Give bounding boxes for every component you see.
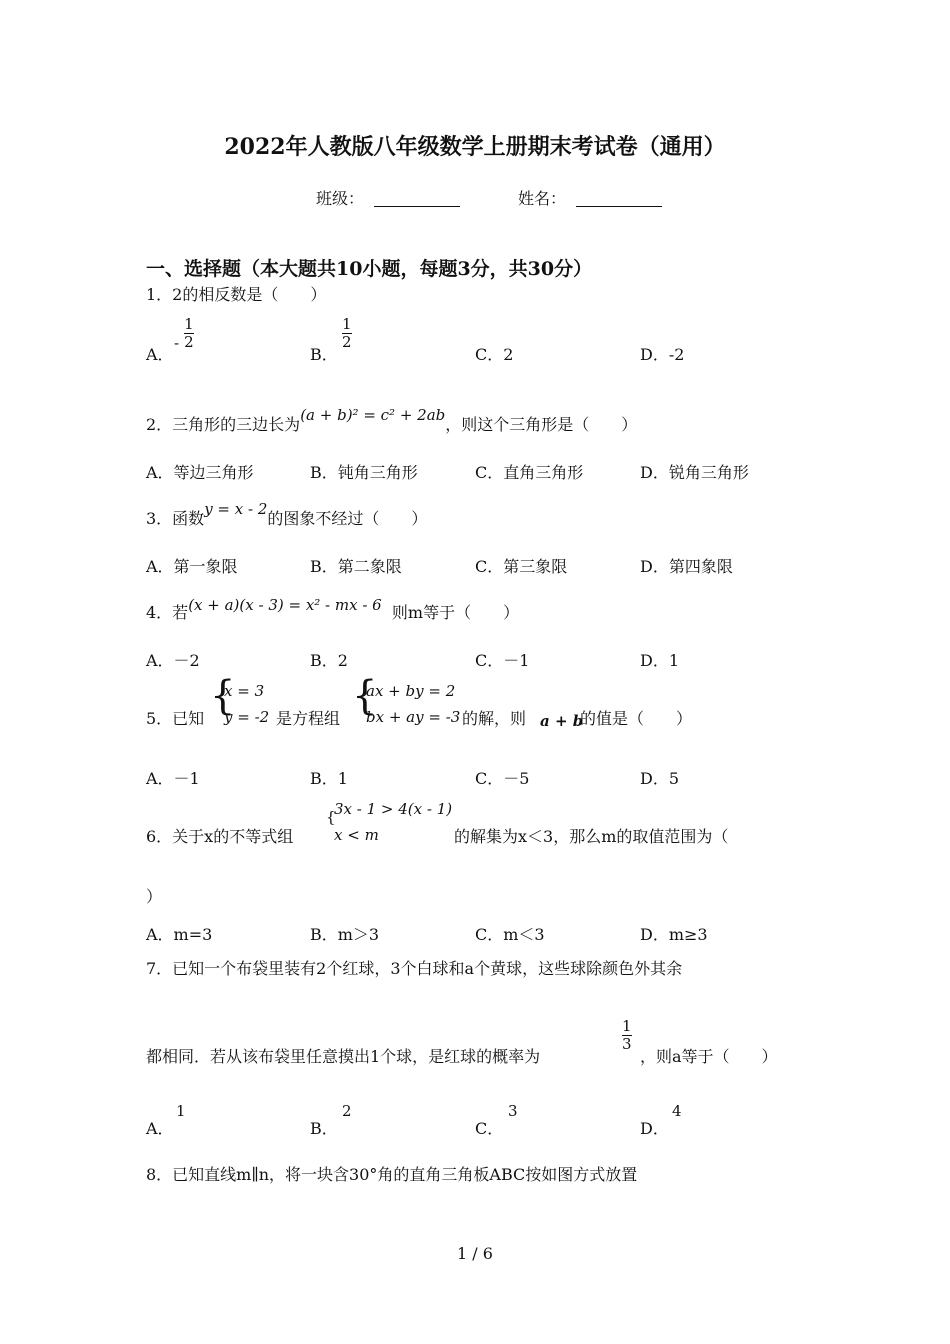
- q6-option-a: A．m=3: [146, 925, 213, 944]
- q6-option-d: D．m≥3: [640, 925, 708, 944]
- denominator: 2: [184, 332, 194, 351]
- q7-option-c-label: C．: [475, 1119, 504, 1138]
- q5-sys1-line1: x = 3: [224, 682, 265, 700]
- q5-option-d: D．5: [640, 769, 680, 788]
- q7-option-a-label: A．: [146, 1119, 174, 1138]
- q7-line2-pre: 都相同．若从该布袋里任意摸出1个球，是红球的概率为: [146, 1047, 541, 1066]
- q1-option-a: [146, 342, 174, 365]
- q4-pre: 4．若: [146, 603, 189, 622]
- q8-stem: 8．已知直线m∥n，将一块含30°角的直角三角板ABC按如图方式放置: [146, 1165, 638, 1184]
- brace-icon: {: [326, 808, 336, 826]
- q1-option-d: D．-2: [640, 345, 685, 364]
- q4-stem: [146, 596, 520, 623]
- q5-post2: 的值是（ ）: [580, 709, 693, 728]
- denominator: 3: [622, 1034, 632, 1053]
- q5-pre: 5．已知: [146, 709, 205, 728]
- q2-pre: 2．三角形的三边长为: [146, 415, 301, 434]
- option-label: A．: [146, 345, 174, 364]
- q2-post: ，则这个三角形是（ ）: [445, 415, 638, 434]
- class-label: 班级：: [316, 189, 365, 208]
- q4-post: 则m等于（ ）: [391, 603, 520, 622]
- q7-option-b-label: B．: [310, 1119, 338, 1138]
- fraction: [342, 316, 352, 350]
- q1-a-value: [174, 316, 194, 350]
- q4-option-a: A．－2: [146, 651, 200, 670]
- q2-option-d: D．锐角三角形: [640, 463, 749, 482]
- section-heading: 一、选择题（本大题共10小题，每题3分，共30分）: [146, 258, 593, 280]
- q6-line1: 3x - 1 > 4(x - 1): [334, 800, 453, 818]
- q7-option-a-value: 1: [176, 1102, 186, 1120]
- numerator: 1: [622, 1017, 632, 1035]
- q2-option-a: A．等边三角形: [146, 463, 254, 482]
- q5-option-b: B．1: [310, 769, 348, 788]
- q2-option-b: B．钝角三角形: [310, 463, 418, 482]
- q1-b-value: [342, 316, 352, 350]
- q4-formula: (x + a)(x - 3) = x² - mx - 6: [188, 596, 382, 614]
- option-label: B．: [310, 345, 338, 364]
- fraction: [184, 316, 194, 350]
- q6-close: ）: [146, 887, 163, 906]
- fraction: [622, 1018, 632, 1052]
- q7-option-d-label: D．: [640, 1119, 669, 1138]
- brace-icon: {: [210, 673, 236, 719]
- q5-sys2-line1: ax + by = 2: [366, 682, 456, 700]
- minus-sign: -: [174, 333, 180, 352]
- page-number: 1 / 6: [457, 1244, 493, 1263]
- q5-option-c: C．－5: [475, 769, 530, 788]
- q7-option-c-value: 3: [508, 1102, 518, 1120]
- q5-ab: a + b: [540, 712, 584, 730]
- brace-icon: {: [352, 673, 378, 719]
- q3-option-d: D．第四象限: [640, 557, 733, 576]
- q2-formula: (a + b)² = c² + 2ab: [300, 406, 446, 424]
- q7-line2-post: ，则a等于（ ）: [640, 1047, 778, 1066]
- q3-post: 的图象不经过（ ）: [267, 509, 428, 528]
- numerator: 1: [184, 315, 194, 333]
- q6-line2: x < m: [334, 826, 379, 844]
- q3-option-a: A．第一象限: [146, 557, 238, 576]
- q3-stem: [146, 500, 428, 529]
- q6-option-c: C．m＜3: [475, 925, 545, 944]
- name-blank[interactable]: [576, 188, 662, 207]
- q6-post: 的解集为x＜3，那么m的取值范围为（: [454, 827, 729, 846]
- q3-pre: 3．函数: [146, 509, 205, 528]
- name-label: 姓名：: [518, 189, 567, 208]
- q2-stem: [146, 406, 638, 435]
- q4-option-c: C．－1: [475, 651, 530, 670]
- q5-post1: 的解，则: [462, 709, 527, 728]
- q7-option-d-value: 4: [672, 1102, 682, 1120]
- q7-fraction: [622, 1018, 632, 1052]
- page-title: 2022年人教版八年级数学上册期末考试卷（通用）: [224, 134, 726, 160]
- q5-option-a: A．－1: [146, 769, 200, 788]
- q4-option-b: B．2: [310, 651, 348, 670]
- q1-option-c: C．2: [475, 345, 514, 364]
- class-blank[interactable]: [374, 188, 460, 207]
- q6-option-b: B．m＞3: [310, 925, 380, 944]
- q7-line1: 7．已知一个布袋里装有2个红球，3个白球和a个黄球，这些球除颜色外其余: [146, 959, 683, 978]
- q1-option-b: [310, 342, 338, 365]
- numerator: 1: [342, 315, 352, 333]
- q1-stem: 1．2的相反数是（ ）: [146, 285, 327, 304]
- q3-option-b: B．第二象限: [310, 557, 402, 576]
- q4-option-d: D．1: [640, 651, 680, 670]
- q5-sys1-line2: y = -2: [224, 708, 270, 726]
- q3-formula: y = x - 2: [204, 500, 268, 518]
- q3-option-c: C．第三象限: [475, 557, 568, 576]
- q2-option-c: C．直角三角形: [475, 463, 584, 482]
- q6-pre: 6．关于x的不等式组: [146, 827, 294, 846]
- q5-sys2-line2: bx + ay = -3: [366, 708, 461, 726]
- q5-mid: 是方程组: [276, 709, 341, 728]
- q7-option-b-value: 2: [342, 1102, 352, 1120]
- denominator: 2: [342, 332, 352, 351]
